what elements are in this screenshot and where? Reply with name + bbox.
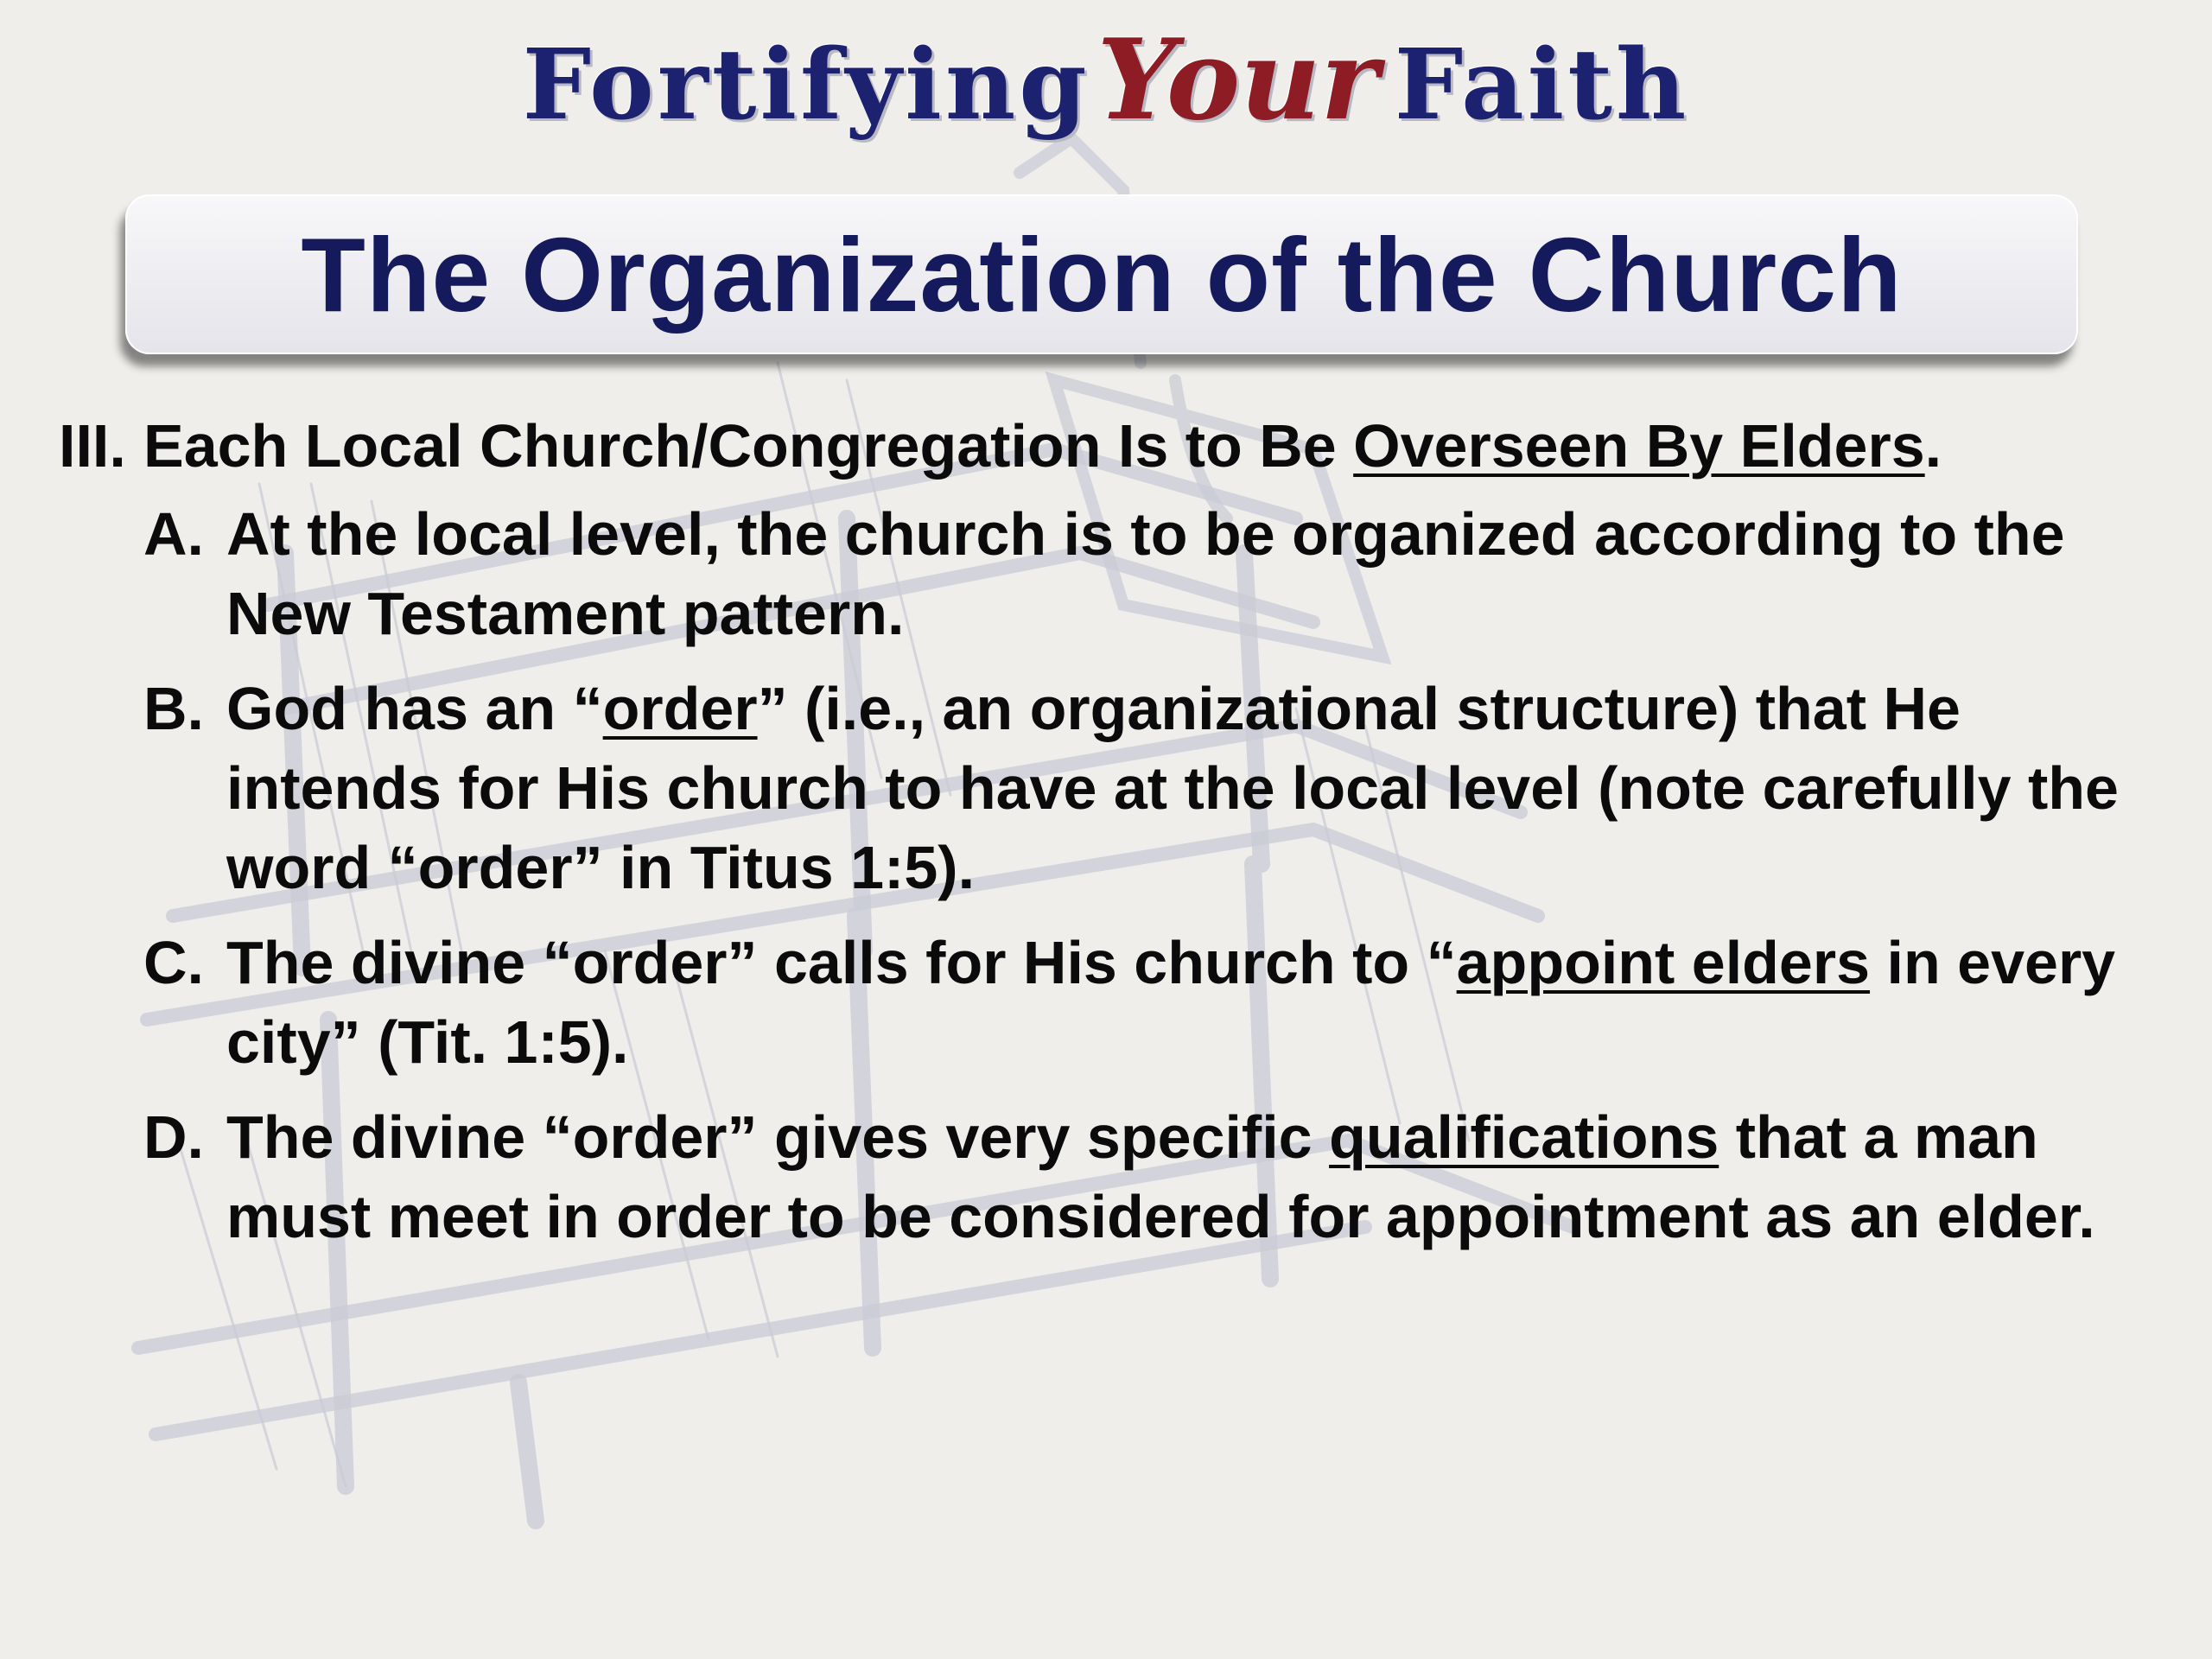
heading-underlined: Overseen By Elders <box>1353 412 1925 480</box>
slide-title: The Organization of the Church <box>301 215 1903 334</box>
point-d <box>59 1097 2167 1256</box>
logo-word-faith: Faith <box>1394 29 1690 142</box>
heading-text-after: . <box>1924 412 1942 480</box>
point-text: At the local level, the church is to be organized according to the New Testament pattern. <box>226 500 2065 647</box>
point-text-after: ” (i.e., an organizational structure) that He intends for His church to have at the local level (note carefully the word “order” in Titus 1:5). <box>226 675 2119 901</box>
heading-text-before: Each Local Church/Congregation Is to Be <box>143 412 1354 480</box>
point-letter: D. <box>143 1103 204 1171</box>
point-underlined: appoint elders <box>1456 929 1871 996</box>
point-text-after: in every city” (Tit. 1:5). <box>226 929 2116 1076</box>
heading-numeral: III. <box>59 412 126 480</box>
point-text-before: The divine “order” gives very specific <box>226 1103 1330 1171</box>
point-c <box>59 923 2167 1082</box>
outline-body <box>59 406 2167 1272</box>
logo-word-your: Your <box>1096 16 1379 145</box>
fortifying-your-faith-logo <box>0 16 2212 145</box>
point-text-before: The divine “order” calls for His church to “ <box>226 929 1457 996</box>
point-letter: C. <box>143 929 204 996</box>
point-text-before: God has an “ <box>226 675 603 742</box>
point-text <box>226 923 2167 1082</box>
point-text <box>226 669 2167 907</box>
heading-text <box>143 406 1942 486</box>
logo-word-fortifying: Fortifying <box>522 29 1090 142</box>
point-letter: A. <box>143 500 204 568</box>
point-letter: B. <box>143 675 204 742</box>
point-b <box>59 669 2167 907</box>
point-underlined: order <box>602 675 758 742</box>
outline-heading <box>59 406 2167 486</box>
point-underlined: qualifications <box>1329 1103 1719 1171</box>
slide-title-box <box>125 194 2078 354</box>
point-text <box>226 1097 2167 1256</box>
point-text-after: that a man must meet in order to be considered for appointment as an elder. <box>226 1103 2095 1250</box>
point-a <box>59 494 2167 653</box>
